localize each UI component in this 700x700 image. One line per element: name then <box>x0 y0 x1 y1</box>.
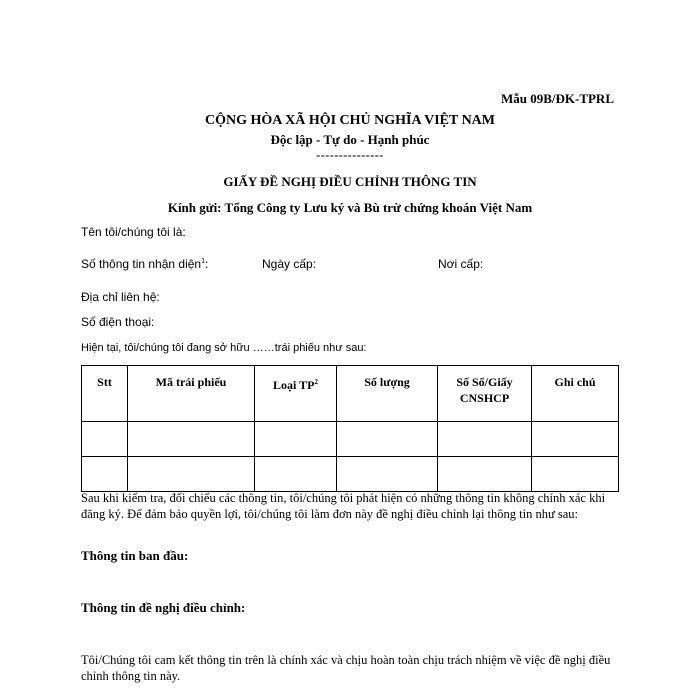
id-number-label: Số thông tin nhận diện <box>81 257 202 271</box>
phone-label: Số điện thoại: <box>81 315 155 329</box>
footnote-marker: 1 <box>201 258 206 265</box>
table-cell <box>255 422 337 457</box>
issue-date-label: Ngày cấp: <box>262 257 317 271</box>
column-header-label: Số Sổ/Giấy CNSHCP <box>456 375 513 405</box>
verification-paragraph: Sau khi kiểm tra, đối chiếu các thông tin, tôi/chúng tôi phát hiện có những thông tin không chính xác khi đăng ký. Để đảm bảo quyền lợi, tôi/chúng tôi làm đơn này đề nghị điều chỉnh lại thông tin như sau: <box>81 491 606 521</box>
column-header-stt <box>82 366 128 422</box>
header-separator: --------------- <box>316 148 384 162</box>
table-cell <box>128 422 255 457</box>
holding-statement: Hiện tại, tôi/chúng tôi đang sở hữu ……trái phiếu như sau: <box>81 342 367 354</box>
column-header-label: Loại TP <box>273 378 315 392</box>
table-cell <box>82 457 128 492</box>
proposed-info-heading: Thông tin đề nghị điều chỉnh: <box>81 600 246 615</box>
commitment-statement: Tôi/Chúng tôi cam kết thông tin trên là chính xác và chịu hoàn toàn chịu trách nhiệm về việc đề nghị điều chỉnh thông tin này. <box>81 653 611 683</box>
bond-table <box>81 365 619 492</box>
issue-place-label: Nơi cấp: <box>438 257 484 271</box>
table-row <box>82 457 619 492</box>
table-cell <box>337 457 438 492</box>
id-colon: : <box>205 257 209 271</box>
column-header-quantity <box>337 366 438 422</box>
table-cell <box>128 457 255 492</box>
column-header-bond-type <box>255 366 337 422</box>
column-header-notes <box>532 366 619 422</box>
table-cell <box>82 422 128 457</box>
column-header-bond-code <box>128 366 255 422</box>
document-title: GIẤY ĐỀ NGHỊ ĐIỀU CHỈNH THÔNG TIN <box>223 174 477 189</box>
recipient-line: Kính gửi: Tổng Công ty Lưu ký và Bù trừ chứng khoán Việt Nam <box>167 200 533 215</box>
id-number-field <box>81 257 208 271</box>
column-header-label: Số lượng <box>364 375 410 389</box>
address-label: Địa chỉ liên hệ: <box>81 290 160 304</box>
original-info-heading: Thông tin ban đầu: <box>81 548 189 563</box>
table-cell <box>532 422 619 457</box>
table-cell <box>438 457 532 492</box>
column-header-label: Mã trái phiếu <box>155 375 227 389</box>
republic-title: CỘNG HÒA XÃ HỘI CHỦ NGHĨA VIỆT NAM <box>204 113 495 128</box>
table-header-row <box>82 366 619 422</box>
table-cell <box>255 457 337 492</box>
table-row <box>82 422 619 457</box>
column-header-label: Ghi chú <box>554 375 596 389</box>
form-code: Mẫu 09B/ĐK-TPRL <box>500 91 614 106</box>
column-header-label: Stt <box>97 375 112 389</box>
column-header-certificate-no <box>438 366 532 422</box>
table-cell <box>438 422 532 457</box>
name-label: Tên tôi/chúng tôi là: <box>81 225 186 239</box>
table-cell <box>532 457 619 492</box>
table-cell <box>337 422 438 457</box>
national-motto: Độc lập - Tự do - Hạnh phúc <box>270 132 430 147</box>
footnote-marker: 2 <box>314 378 318 386</box>
